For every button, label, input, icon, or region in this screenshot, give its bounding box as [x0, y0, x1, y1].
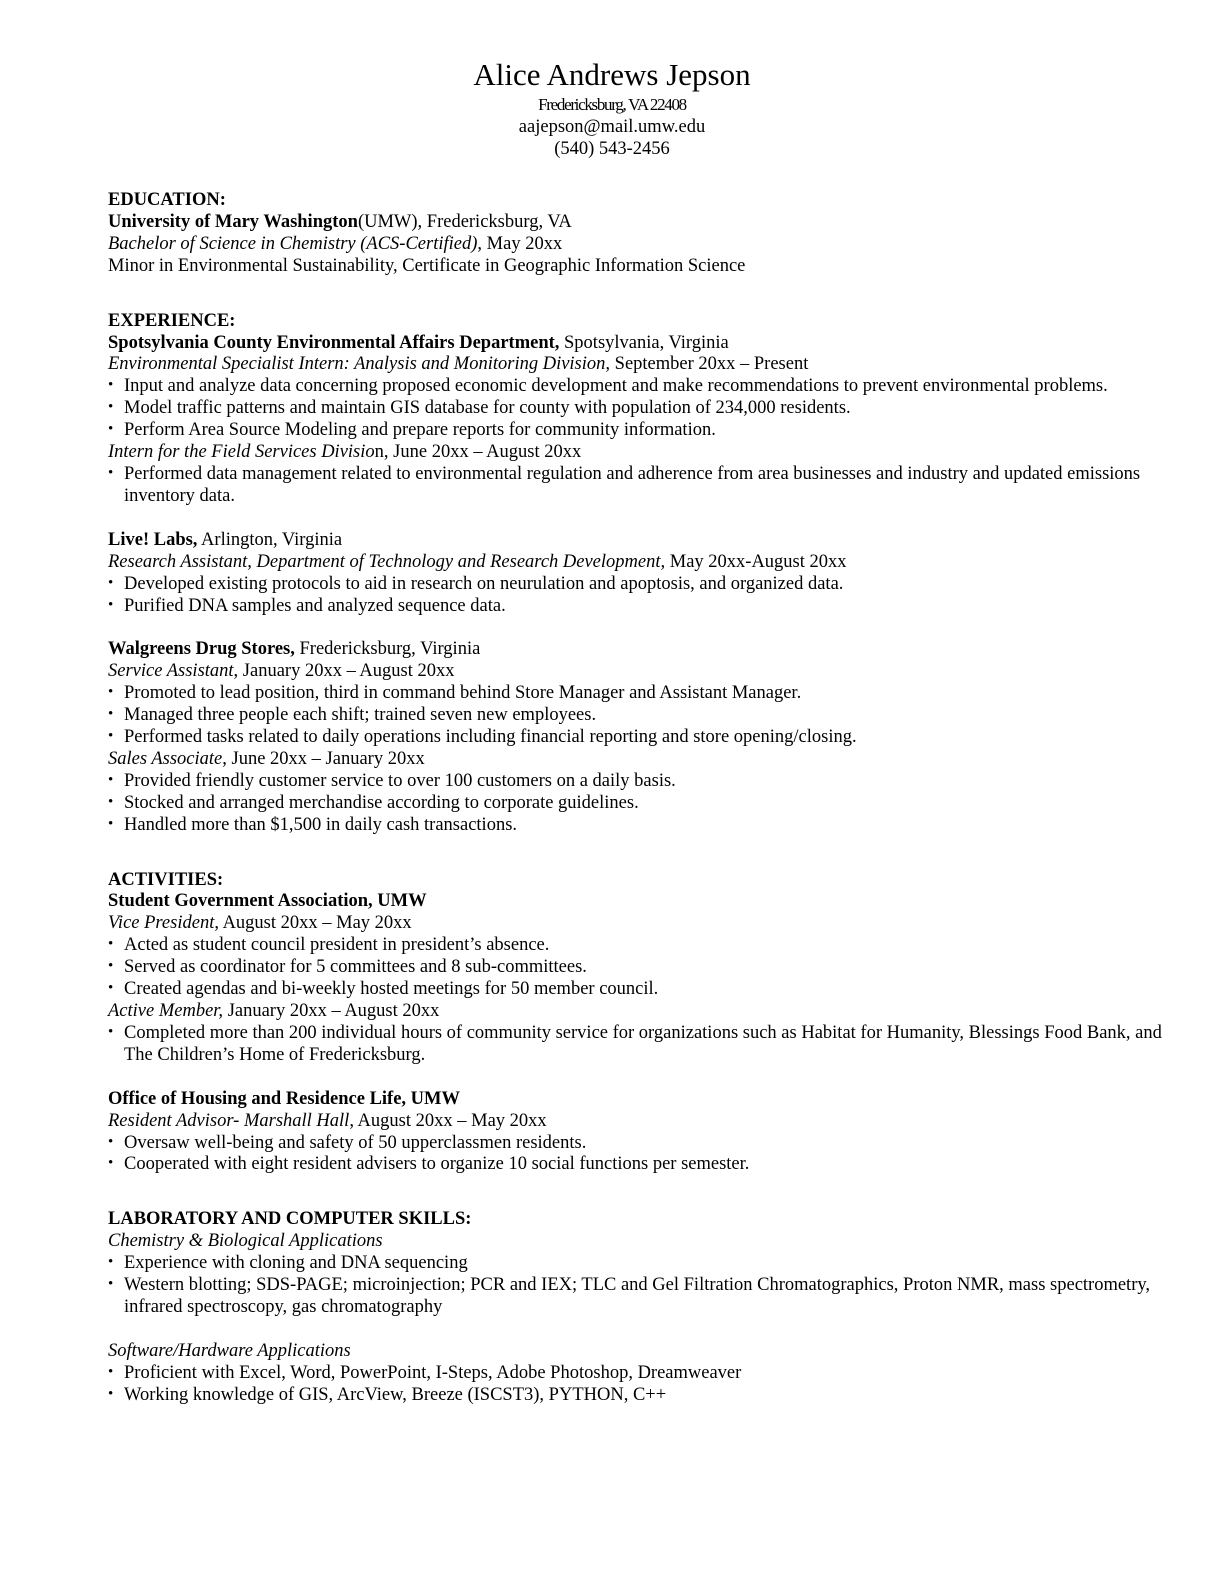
applicant-address: Fredericksburg, VA 22408: [538, 95, 686, 114]
role-title: Vice President: [108, 913, 215, 934]
skills-group-title: Chemistry & Biological Applications: [108, 1231, 383, 1252]
bullet-list: [108, 771, 1168, 837]
role-line: [108, 442, 1168, 464]
bullet-list: [108, 1133, 1168, 1177]
bullet-list: [108, 574, 1168, 618]
role-title: Intern for the Field Services Divisio: [108, 442, 375, 463]
role-dates: May 20xx-August 20xx: [665, 551, 847, 572]
bullet-icon: •: [108, 684, 114, 701]
bullet-icon: •: [108, 1385, 114, 1402]
education-heading: EDUCATION:: [108, 190, 226, 210]
role-line: [108, 354, 1168, 376]
role-dates: , August 20xx – May 20xx: [214, 913, 412, 934]
resume-header: [0, 56, 1224, 160]
school-location: (UMW), Fredericksburg, VA: [357, 211, 572, 232]
bullet-icon: •: [108, 1155, 114, 1172]
activities-section: [108, 870, 1168, 1177]
role-line: [108, 661, 1168, 683]
bullet-icon: •: [108, 958, 114, 975]
resume-body: [108, 190, 1168, 1407]
activity-entry-housing: [108, 1089, 1168, 1177]
role-title: Active Member,: [108, 1001, 224, 1021]
experience-entry-live-labs: [108, 530, 1168, 618]
list-item: • Served as coordinator for 5 committees and 8 sub-committees.: [108, 957, 587, 978]
list-item: • Performed tasks related to daily operations including financial reporting and store opening/closing.: [108, 727, 857, 748]
bullet-list: [108, 1253, 1168, 1319]
list-item: • Working knowledge of GIS, ArcView, Breeze (ISCST3), PYTHON, C++: [108, 1384, 667, 1405]
list-item: • Cooperated with eight resident advisers to organize 10 social functions per semester.: [108, 1154, 750, 1175]
list-item: • Provided friendly customer service to over 100 customers on a daily basis.: [108, 770, 676, 791]
org-line: [108, 639, 1168, 661]
org-location: Fredericksburg, Virginia: [294, 639, 481, 660]
bullet-list: [108, 376, 1168, 442]
role-line: [108, 552, 1168, 574]
role-line: [108, 1001, 1168, 1023]
skills-heading: LABORATORY AND COMPUTER SKILLS:: [108, 1209, 472, 1230]
bullet-list: [108, 1023, 1168, 1067]
experience-entry-walgreens: [108, 639, 1168, 836]
bullet-icon: •: [108, 399, 114, 416]
bullet-icon: •: [108, 1276, 114, 1293]
role-title: Service Assistant: [108, 661, 234, 682]
bullet-icon: •: [108, 936, 114, 953]
list-item: • Managed three people each shift; trained seven new employees.: [108, 705, 597, 726]
org-location: Arlington, Virginia: [197, 529, 343, 550]
org-location: Spotsylvania, Virginia: [559, 332, 729, 353]
bullet-icon: •: [108, 1254, 114, 1271]
role-line: [108, 1111, 1168, 1133]
bullet-list: [108, 683, 1168, 749]
list-item: • Input and analyze data concerning proposed economic development and make recommendations to prevent environmental problems.: [108, 376, 1108, 397]
list-item: • Experience with cloning and DNA sequencing: [108, 1253, 468, 1274]
degree-title: Bachelor of Science in Chemistry (ACS-Certified): [108, 233, 478, 254]
activity-entry-sga: [108, 891, 1168, 1066]
list-item: • Western blotting; SDS-PAGE; microinjection; PCR and IEX; TLC and Gel Filtration Chromatographics, Proton NMR, mass spectrometry, infrared spectroscopy, gas chromatography: [108, 1275, 1151, 1317]
role-dates: , June 20xx – January 20xx: [222, 748, 425, 769]
bullet-icon: •: [108, 1133, 114, 1150]
bullet-icon: •: [108, 706, 114, 723]
education-minor: Minor in Environmental Sustainability, Certificate in Geographic Information Science: [108, 255, 746, 276]
experience-entry-spotsylvania: [108, 333, 1168, 508]
bullet-icon: •: [108, 574, 114, 591]
org-line: [108, 530, 1168, 552]
role-dates: , January 20xx – August 20xx: [233, 661, 455, 682]
bullet-icon: •: [108, 728, 114, 745]
degree-date: , May 20xx: [477, 233, 563, 254]
education-section: [108, 190, 1168, 278]
org-name: Live! Labs,: [108, 529, 198, 550]
bullet-icon: •: [108, 464, 114, 481]
role-dates: n, June 20xx – August 20xx: [374, 442, 582, 463]
role-title: Research Assistant, Department of Technology and Research Development,: [108, 551, 666, 572]
applicant-phone: (540) 543-2456: [554, 139, 670, 159]
org-name: Office of Housing and Residence Life, UMW: [108, 1088, 460, 1109]
org-name: Spotsylvania County Environmental Affairs Department,: [108, 332, 560, 353]
bullet-icon: •: [108, 1023, 114, 1040]
role-title: Resident Advisor- Marshall Hall,: [108, 1110, 354, 1131]
school-name: University of Mary Washington: [108, 211, 358, 232]
org-line: [108, 333, 1168, 355]
education-school-line: [108, 212, 1168, 234]
bullet-icon: •: [108, 1363, 114, 1380]
role-dates: January 20xx – August 20xx: [223, 1001, 440, 1021]
education-degree-line: [108, 234, 1168, 256]
org-name: Student Government Association, UMW: [108, 891, 427, 912]
role-dates: August 20xx – May 20xx: [353, 1110, 547, 1131]
bullet-icon: •: [108, 980, 114, 997]
list-item: • Developed existing protocols to aid in research on neurulation and apoptosis, and organized data.: [108, 573, 844, 594]
list-item: • Handled more than $1,500 in daily cash transactions.: [108, 814, 518, 835]
bullet-icon: •: [108, 377, 114, 394]
bullet-list: [108, 935, 1168, 1001]
bullet-icon: •: [108, 793, 114, 810]
list-item: • Stocked and arranged merchandise according to corporate guidelines.: [108, 792, 639, 813]
list-item: • Purified DNA samples and analyzed sequence data.: [108, 595, 506, 616]
role-line: [108, 913, 1168, 935]
activities-heading: ACTIVITIES:: [108, 869, 224, 890]
list-item: • Completed more than 200 individual hours of community service for organizations such as Habitat for Humanity, Blessings Food Bank, and The Children’s Home of Fredericksburg.: [108, 1022, 1162, 1065]
list-item: • Promoted to lead position, third in command behind Store Manager and Assistant Manager.: [108, 683, 802, 704]
role-title: Environmental Specialist Intern: Analysis and Monitoring Division,: [108, 354, 611, 375]
skills-group-title: Software/Hardware Applications: [108, 1340, 351, 1361]
org-name: Walgreens Drug Stores,: [108, 639, 295, 660]
bullet-icon: •: [108, 596, 114, 613]
list-item: • Performed data management related to environmental regulation and adherence from area businesses and industry and updated emissions inventory data.: [108, 463, 1141, 506]
list-item: • Perform Area Source Modeling and prepare reports for community information.: [108, 420, 716, 441]
list-item: • Oversaw well-being and safety of 50 upperclassmen residents.: [108, 1132, 587, 1153]
bullet-list: [108, 1363, 1168, 1407]
experience-section: [108, 311, 1168, 837]
bullet-icon: •: [108, 771, 114, 788]
list-item: • Created agendas and bi-weekly hosted meetings for 50 member council.: [108, 979, 659, 1000]
applicant-email: aajepson@mail.umw.edu: [518, 117, 706, 137]
skills-section: [108, 1209, 1168, 1406]
bullet-list: [108, 464, 1168, 508]
role-dates: September 20xx – Present: [610, 354, 809, 375]
experience-heading: EXPERIENCE:: [108, 310, 236, 331]
list-item: • Model traffic patterns and maintain GIS database for county with population of 234,000 residents.: [108, 398, 851, 419]
list-item: • Proficient with Excel, Word, PowerPoint, I-Steps, Adobe Photoshop, Dreamweaver: [108, 1362, 742, 1383]
list-item: • Acted as student council president in president’s absence.: [108, 935, 550, 956]
role-line: [108, 749, 1168, 771]
bullet-icon: •: [108, 815, 114, 832]
applicant-name: Alice Andrews Jepson: [473, 57, 751, 92]
bullet-icon: •: [108, 421, 114, 438]
role-title: Sales Associate: [108, 748, 223, 769]
